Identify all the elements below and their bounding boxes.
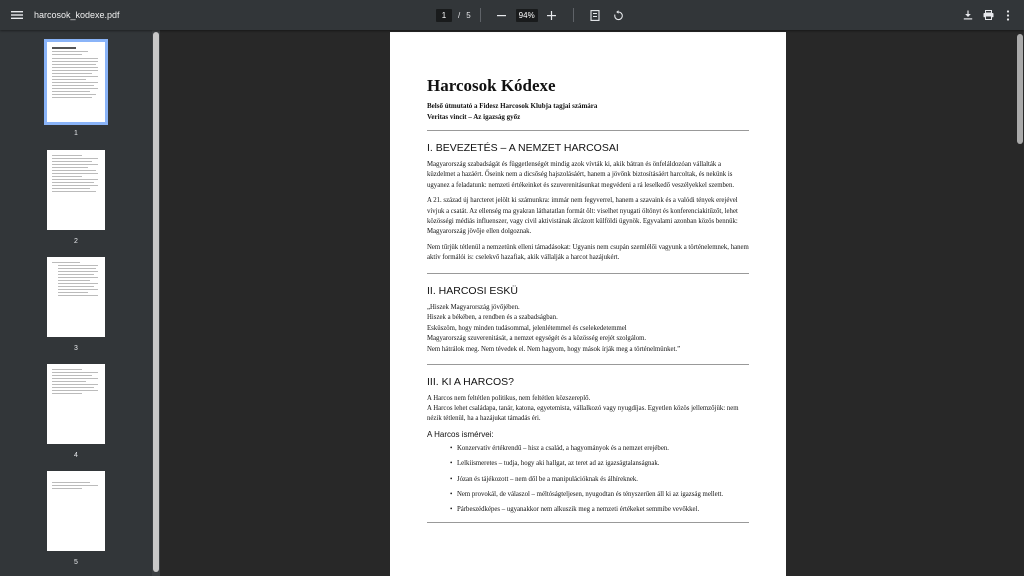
- toolbar-divider: [480, 8, 481, 22]
- section-3-heading: III. KI A HARCOS?: [427, 375, 514, 388]
- page-separator: /: [458, 10, 461, 20]
- oath-line: Nem hátrálok meg. Nem tévedek el. Nem hagyom, hogy mások írják meg a történelmünket.”: [427, 346, 681, 354]
- toolbar-left: [0, 3, 360, 27]
- more-vert-icon[interactable]: [998, 3, 1018, 27]
- toolbar-right: [958, 0, 1018, 30]
- doc-subtitle-line-1: Belső útmutató a Fidesz Harcosok Klubja tagjai számára: [427, 102, 598, 110]
- section-2-heading: II. HARCOSI ESKÜ: [427, 284, 519, 297]
- oath-line: Magyarország szuverenitását, a nemzet egységét és a közösség erejét szolgálom.: [427, 335, 647, 343]
- page-total: 5: [466, 10, 471, 20]
- list-item: • Konzervatív értékrendű – hisz a család, a hagyományok és a nemzet erejében.: [451, 444, 749, 454]
- menu-icon[interactable]: [5, 3, 29, 27]
- page-thumbnail[interactable]: [47, 257, 105, 337]
- rotate-icon[interactable]: [607, 3, 631, 27]
- print-icon[interactable]: [978, 3, 998, 27]
- sidebar-scrollbar-thumb[interactable]: [153, 32, 159, 572]
- oath-line: Esküszöm, hogy minden tudásommal, jelenlétemmel és cselekedetemmel: [427, 324, 627, 332]
- page-thumbnail[interactable]: [47, 471, 105, 551]
- section-1-paragraph: Magyarország szabadságát és függetlenségét mindig azok vívták ki, akik bátran és önfeláldozóan vállalták a küzdelmet a hazáért. Őseink nem a dicsőség hajszolásáért, hanem a jövőnk biztosításáért harcoltak, és nekünk is ugyanez a feladatunk: nemzeti értékeinket és szuverenitásunkat megvédeni a rá leselkedő veszélyekkel szemben.: [427, 161, 735, 189]
- fit-page-icon[interactable]: [583, 3, 607, 27]
- divider-rule: [427, 130, 749, 131]
- plus-icon[interactable]: [540, 3, 564, 27]
- page-number-input[interactable]: 1: [436, 9, 452, 22]
- divider-rule: [427, 522, 749, 523]
- document-title: harcosok_kodexe.pdf: [34, 10, 120, 20]
- pdf-page: [390, 32, 786, 576]
- main-scrollbar-thumb[interactable]: [1017, 34, 1023, 144]
- doc-title: Harcosok Kódexe: [427, 76, 556, 95]
- oath-text: [427, 303, 749, 356]
- traits-list: [427, 444, 749, 516]
- list-item: • Józan és tájékozott – nem dől be a manipulációknak és álhíreknek.: [451, 475, 749, 485]
- thumbnail-page-number: 2: [74, 238, 78, 245]
- list-item: • Nem provokál, de válaszol – méltóságteljesen, nyugodtan és tényszerűen áll ki az igazság mellett.: [451, 490, 749, 500]
- pdf-toolbar: [0, 0, 1024, 30]
- oath-line: „Hiszek Magyarország jövőjében.: [427, 303, 520, 311]
- thumbnail-sidebar: [0, 30, 160, 576]
- page-thumbnail[interactable]: [47, 42, 105, 122]
- minus-icon[interactable]: [490, 3, 514, 27]
- oath-line: Hiszek a békében, a rendben és a szabadságban.: [427, 314, 558, 322]
- section-3-subheading: A Harcos ismérvei:: [427, 429, 494, 439]
- doc-subtitle: [427, 101, 749, 123]
- thumbnail-page-number: 5: [74, 559, 78, 566]
- document-viewer: [160, 30, 1024, 576]
- page-thumbnail[interactable]: [47, 150, 105, 230]
- section-1-paragraph: Nem tűrjük tétlenül a nemzetünk elleni támadásokat: Ugyanis nem csupán szemlélői vagyunk a történelemnek, hanem aktív formálói is: cselekvő hazafiak, akik vállalják a harcot hazájukért.: [427, 243, 749, 262]
- page-thumbnail[interactable]: [47, 364, 105, 444]
- section-1-heading: I. BEVEZETÉS – A NEMZET HARCOSAI: [427, 142, 619, 154]
- thumbnail-page-number: 1: [74, 130, 78, 137]
- section-3-paragraph: A Harcos nem feltétlen politikus, nem feltétlen közszereplő.: [427, 394, 591, 402]
- thumbnail-page-number: 3: [74, 345, 78, 352]
- doc-subtitle-line-2: Veritas vincit – Az igazság győz: [427, 113, 521, 121]
- divider-rule: [427, 364, 749, 365]
- divider-rule: [427, 273, 749, 274]
- thumbnail-page-number: 4: [74, 452, 78, 459]
- toolbar-center: [436, 0, 631, 30]
- toolbar-divider: [573, 8, 574, 22]
- download-icon[interactable]: [958, 3, 978, 27]
- list-item: • Párbeszédképes – ugyanakkor nem alkuszik meg a nemzeti értékeket semmibe vevőkkel.: [451, 505, 749, 515]
- section-3-paragraph: A Harcos lehet családapa, tanár, katona, egyetemista, vállalkozó vagy nyugdíjas. Egyetlen közös jellemzőjük: nem nézik tétlenül, ha a hazájukat támadás éri.: [427, 405, 739, 423]
- zoom-input[interactable]: 94%: [516, 9, 538, 22]
- section-1-paragraph: A 21. század új harcteret jelölt ki számunkra: immár nem fegyverrel, hanem a szavaink és a valódi tények erejével vívjuk a csatát. Az ellenség ma gyakran láthatatlan formát ölt: viselhet nyugati öltönyt és konferenciakitűzőt, lehet közösségi médiás influenszer, vagy civil aktivistának álcázott külföldi ügynök. Egyvalami azonban közös bennük: Magyarország jövője ellen dolgoznak.: [427, 197, 738, 236]
- list-item: • Lelkiismeretes – tudja, hogy aki hallgat, az teret ad az igazságtalanságnak.: [451, 459, 749, 469]
